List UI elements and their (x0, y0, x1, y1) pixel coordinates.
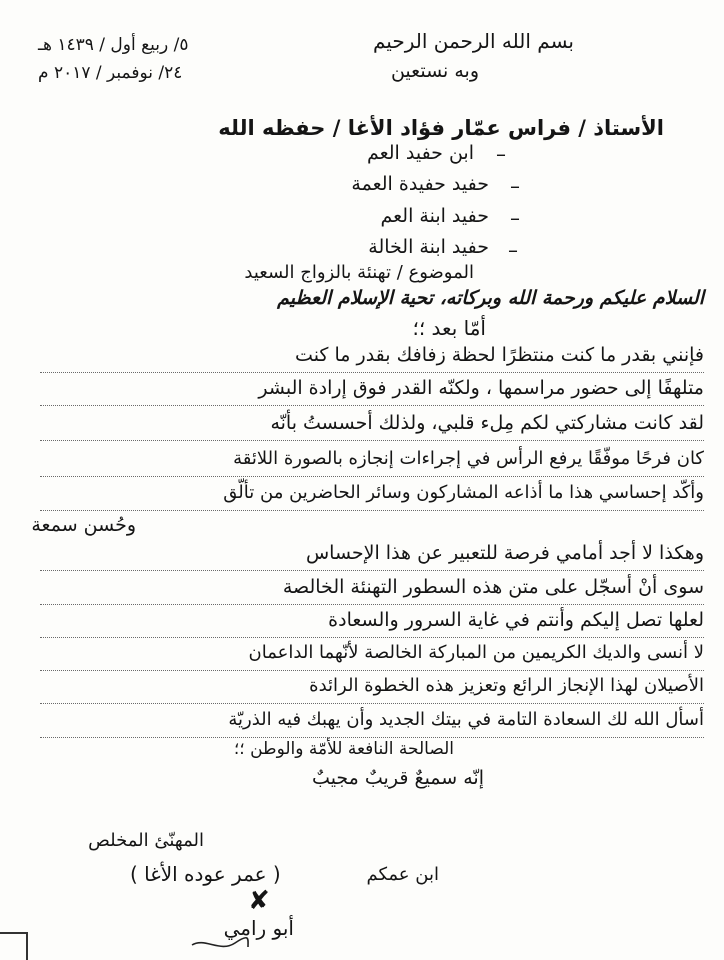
relation-dash: – (508, 238, 518, 262)
body-line: أسأل الله لك السعادة التامة في بيتك الجديد وأن يهبك فيه الذريّة (228, 709, 704, 730)
body-line: متلهفًا إلى حضور مراسمها ، ولكنّه القدر فوق إرادة البشر (258, 377, 704, 399)
sender-kunya: أبو رامي (223, 916, 294, 940)
sender-relation: ابن عمكم (366, 864, 439, 885)
relation-dash: – (510, 206, 520, 230)
relation-item: ابن حفيد العم (366, 142, 474, 164)
ruled-line (40, 703, 704, 704)
relation-dash: – (510, 174, 520, 198)
body-line: فإنني بقدر ما كنت منتظرًا لحظة زفافك بقدر ما كنت (295, 344, 704, 366)
body-line: إنّه سميعٌ قريبٌ مجيبٌ (312, 767, 484, 789)
ruled-line (40, 405, 704, 406)
body-line: الصالحة النافعة للأمّة والوطن ؛؛ (233, 739, 454, 759)
corner-fold-icon (0, 932, 28, 960)
basmala: بسم الله الرحمن الرحيم (372, 29, 574, 53)
signature-flourish-icon (190, 935, 250, 955)
body-line: لعلها تصل إليكم وأنتم في غاية السرور والسعادة (328, 609, 704, 631)
ruled-line (40, 637, 704, 638)
body-line: كان فرحًا موفّقًا يرفع الرأس في إجراءات إنجازه بالصورة اللائقة (233, 448, 704, 469)
istiana: وبه نستعين (390, 60, 479, 82)
relation-item: حفيد ابنة الخالة (368, 236, 489, 258)
body-line: وهكذا لا أجد أمامي فرصة للتعبير عن هذا الإحساس (305, 542, 704, 564)
ruled-line (40, 670, 704, 671)
signature-icon: ✘ (248, 886, 270, 916)
body-line: لا أنسى والديك الكريمين من المباركة الخالصة لأنّهما الداعمان (248, 642, 704, 663)
relation-item: حفيد حفيدة العمة (351, 173, 489, 195)
sender-name: ( عمر عوده الأغا ) (130, 862, 281, 886)
greeting-line: السلام عليكم ورحمة الله وبركاته، تحية الإسلام العظيم (277, 287, 704, 309)
subject-line: الموضوع / تهنئة بالزواج السعيد (244, 262, 474, 283)
relation-dash: – (496, 142, 506, 166)
body-line: وأكّد إحساسي هذا ما أذاعه المشاركون وسائر الحاضرين من تألّق (223, 482, 704, 503)
ruled-line (40, 440, 704, 441)
sender-title: المهنّئ المخلص (88, 830, 204, 851)
body-line: لقد كانت مشاركتي لكم مِلء قلبي، ولذلك أحسستُ بأنّه (270, 412, 704, 434)
ruled-line (40, 476, 704, 477)
date-hijri: ٥/ ربيع أول / ١٤٣٩ هـ (38, 35, 189, 55)
recipient-address: الأستاذ / فراس عمّار فؤاد الأغا / حفظه الله (218, 116, 664, 140)
ruled-line (40, 570, 704, 571)
amma-bad: أمّا بعد ؛؛ (412, 316, 486, 340)
ruled-line (40, 372, 704, 373)
body-line: وحُسن سمعة (31, 514, 136, 536)
ruled-line (40, 604, 704, 605)
body-line: سوى أنْ أسجّل على متن هذه السطور التهنئة الخالصة (282, 576, 704, 598)
relation-item: حفيد ابنة العم (380, 205, 489, 227)
ruled-line (40, 510, 704, 511)
date-gregorian: ٢٤/ نوفمبر / ٢٠١٧ م (38, 63, 183, 83)
body-line: الأصيلان لهذا الإنجاز الرائع وتعزيز هذه الخطوة الرائدة (309, 675, 704, 696)
